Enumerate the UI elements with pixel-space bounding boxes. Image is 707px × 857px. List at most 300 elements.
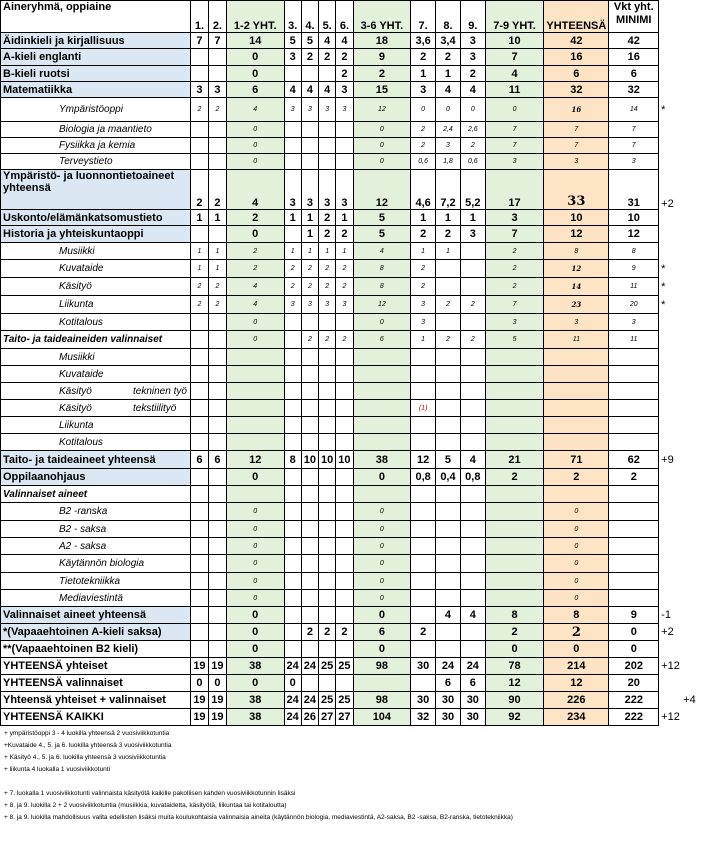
cell-y36	[353, 434, 411, 451]
header-grade-2: 2.	[208, 1, 226, 33]
cell-g4: 26	[301, 709, 318, 726]
cell-g8: 0	[436, 98, 461, 122]
cell-y79	[485, 366, 544, 383]
cell-min: 6	[609, 66, 659, 82]
cell-g4	[301, 314, 318, 331]
table-row	[1, 122, 707, 138]
cell-g1	[190, 590, 208, 607]
cell-y36: 5	[353, 210, 411, 226]
cell-y79	[485, 503, 544, 521]
cell-g2	[208, 66, 226, 82]
cell-g3: 1	[284, 243, 301, 260]
row-label: B2 -ranska	[1, 503, 191, 521]
cell-g4	[301, 66, 318, 82]
cell-g7: 0	[411, 98, 436, 122]
cell-min: 3	[609, 314, 659, 331]
cell-g6: 2	[336, 278, 353, 296]
cell-y36	[353, 417, 411, 434]
cell-g7	[411, 383, 436, 400]
cell-g4	[301, 469, 318, 486]
row-label: A-kieli englanti	[1, 49, 191, 66]
cell-g1	[190, 331, 208, 349]
cell-g5	[319, 366, 336, 383]
cell-min	[609, 434, 659, 451]
cell-g4: 3	[301, 170, 318, 210]
cell-y36: 12	[353, 170, 411, 210]
cell-g2	[208, 417, 226, 434]
header-grade-3: 3.	[284, 1, 301, 33]
cell-g1	[190, 122, 208, 138]
cell-g6: 1	[336, 243, 353, 260]
cell-y12: 38	[226, 692, 284, 709]
cell-g1: 19	[190, 709, 208, 726]
cell-g8	[436, 349, 461, 366]
cell-y12: 4	[226, 170, 284, 210]
cell-g7	[411, 538, 436, 555]
cell-g2	[208, 366, 226, 383]
cell-y36: 0	[353, 607, 411, 624]
cell-g2: 1	[208, 210, 226, 226]
cell-g8: 2	[436, 331, 461, 349]
cell-g1	[190, 154, 208, 170]
row-label: Käytännön biologia	[1, 555, 191, 573]
cell-g5: 2	[319, 278, 336, 296]
cell-g9	[460, 624, 485, 641]
cell-g7: 3	[411, 82, 436, 98]
cell-g3	[284, 331, 301, 349]
cell-g5: 2	[319, 260, 336, 278]
cell-g8	[436, 486, 461, 503]
row-label: *(Vapaaehtoinen A-kieli saksa)	[1, 624, 191, 641]
cell-g3	[284, 641, 301, 658]
cell-g5	[319, 138, 336, 154]
row-note: +9	[661, 453, 674, 466]
cell-y79: 7	[485, 138, 544, 154]
cell-g5	[319, 122, 336, 138]
cell-tot: 214	[544, 658, 609, 675]
row-note: +12	[661, 711, 680, 723]
footnote: + liikunta 4 luokalla 1 vuosiviikkotunti	[4, 766, 111, 773]
table-row	[1, 555, 707, 573]
cell-g1: 1	[190, 260, 208, 278]
cell-g5: 1	[319, 243, 336, 260]
cell-g5	[319, 521, 336, 538]
cell-g2	[208, 434, 226, 451]
row-label: Kuvataide	[1, 260, 191, 278]
cell-y36: 0	[353, 590, 411, 607]
cell-min: 7	[609, 122, 659, 138]
cell-g2: 19	[208, 658, 226, 675]
cell-min	[609, 590, 659, 607]
cell-g7: 1	[411, 331, 436, 349]
cell-g3: 8	[284, 451, 301, 469]
cell-g7	[411, 366, 436, 383]
cell-y12: 0	[226, 314, 284, 331]
cell-g5: 2	[319, 624, 336, 641]
cell-g9: 0,6	[460, 154, 485, 170]
row-label: Musiikki	[1, 349, 191, 366]
cell-y36: 12	[353, 98, 411, 122]
cell-g7	[411, 607, 436, 624]
cell-g3	[284, 154, 301, 170]
row-note	[659, 138, 707, 154]
cell-g5: 2	[319, 210, 336, 226]
cell-g3	[284, 573, 301, 590]
cell-g1	[190, 607, 208, 624]
cell-tot: 0	[544, 555, 609, 573]
header-total-3-6: 3-6 YHT.	[353, 1, 411, 33]
cell-y12: 0	[226, 521, 284, 538]
cell-y79: 92	[485, 709, 544, 726]
cell-g6: 4	[336, 33, 353, 49]
cell-tot: 8	[544, 243, 609, 260]
cell-g9	[460, 521, 485, 538]
cell-y12: 0	[226, 469, 284, 486]
cell-g8: 2	[436, 49, 461, 66]
cell-min	[609, 503, 659, 521]
table-row	[1, 243, 707, 260]
cell-g1: 2	[190, 296, 208, 314]
cell-tot: 0	[544, 641, 609, 658]
header-grade-9: 9.	[460, 1, 485, 33]
cell-g8: 4	[436, 607, 461, 624]
table-row	[1, 383, 707, 400]
footnote: + Käsityö 4., 5. ja 6. luokilla yhteensä 3 vuosiviikkotuntia	[4, 754, 166, 761]
cell-g7: 3	[411, 314, 436, 331]
cell-g9: 4	[460, 607, 485, 624]
row-note: *	[661, 298, 666, 311]
table-row	[1, 278, 707, 296]
cell-y12: 0	[226, 138, 284, 154]
cell-min	[609, 349, 659, 366]
cell-g7: 1	[411, 66, 436, 82]
row-label: Käsityö	[1, 278, 191, 296]
cell-g2	[208, 641, 226, 658]
cell-g9: 2	[460, 296, 485, 314]
cell-g9	[460, 400, 485, 417]
cell-y36: 0	[353, 154, 411, 170]
row-label: Biologia ja maantieto	[1, 122, 191, 138]
row-label: Käsityö tekstiilityö	[1, 400, 191, 417]
cell-g8	[436, 538, 461, 555]
cell-g1: 7	[190, 33, 208, 49]
cell-g7: 12	[411, 451, 436, 469]
cell-g4: 2	[301, 49, 318, 66]
row-label: Kuvataide	[1, 366, 191, 383]
row-note	[659, 226, 707, 243]
cell-g1	[190, 573, 208, 590]
cell-g3	[284, 469, 301, 486]
cell-y36	[353, 383, 411, 400]
cell-g8: 4	[436, 82, 461, 98]
cell-y12: 0	[226, 538, 284, 555]
cell-g2	[208, 590, 226, 607]
cell-g4	[301, 122, 318, 138]
cell-g3	[284, 503, 301, 521]
cell-y36: 0	[353, 555, 411, 573]
cell-g1	[190, 349, 208, 366]
cell-min: 14	[609, 98, 659, 122]
cell-y12	[226, 434, 284, 451]
cell-y79: 8	[485, 607, 544, 624]
row-note	[659, 417, 707, 434]
cell-g4: 24	[301, 658, 318, 675]
row-note: *	[661, 103, 666, 116]
cell-g2: 2	[208, 98, 226, 122]
cell-min	[609, 366, 659, 383]
cell-g6	[336, 486, 353, 503]
cell-g6	[336, 607, 353, 624]
cell-g4	[301, 555, 318, 573]
cell-g8	[436, 314, 461, 331]
table-row	[1, 692, 707, 709]
table-row	[1, 675, 707, 692]
cell-g8: 2,4	[436, 122, 461, 138]
cell-g4	[301, 383, 318, 400]
cell-g8: 0,4	[436, 469, 461, 486]
cell-y79: 3	[485, 314, 544, 331]
cell-g9: 30	[460, 692, 485, 709]
cell-g4	[301, 400, 318, 417]
cell-y79: 17	[485, 170, 544, 210]
cell-g7	[411, 641, 436, 658]
row-label: Valinnaiset aineet yhteensä	[1, 607, 191, 624]
cell-g8	[436, 400, 461, 417]
cell-g5	[319, 538, 336, 555]
cell-y79: 7	[485, 122, 544, 138]
cell-y12: 4	[226, 98, 284, 122]
table-row	[1, 170, 707, 210]
cell-g1	[190, 417, 208, 434]
cell-g7: 32	[411, 709, 436, 726]
cell-y12: 0	[226, 607, 284, 624]
cell-g4: 4	[301, 82, 318, 98]
cell-y79: 21	[485, 451, 544, 469]
cell-tot: 71	[544, 451, 609, 469]
cell-y36: 0	[353, 469, 411, 486]
row-note	[659, 573, 707, 590]
cell-g8: 6	[436, 675, 461, 692]
cell-y12: 6	[226, 82, 284, 98]
cell-g2	[208, 624, 226, 641]
cell-g5	[319, 314, 336, 331]
cell-g3: 1	[284, 210, 301, 226]
cell-g7	[411, 573, 436, 590]
table-row	[1, 260, 707, 278]
cell-min: 0	[609, 641, 659, 658]
cell-g8: 30	[436, 692, 461, 709]
cell-g2	[208, 486, 226, 503]
cell-g9: 3	[460, 226, 485, 243]
cell-tot	[544, 366, 609, 383]
cell-min: 12	[609, 226, 659, 243]
cell-g1	[190, 383, 208, 400]
cell-g6: 25	[336, 692, 353, 709]
header-total-7-9: 7-9 YHT.	[485, 1, 544, 33]
cell-tot: 234	[544, 709, 609, 726]
cell-y12: 2	[226, 260, 284, 278]
table-row	[1, 331, 707, 349]
cell-y79: 0	[485, 641, 544, 658]
cell-tot: 12	[544, 226, 609, 243]
cell-g2	[208, 538, 226, 555]
cell-g4	[301, 486, 318, 503]
cell-g5: 27	[319, 709, 336, 726]
table-row	[1, 451, 707, 469]
cell-min	[609, 555, 659, 573]
cell-y12: 2	[226, 243, 284, 260]
cell-g4	[301, 607, 318, 624]
cell-g6: 27	[336, 709, 353, 726]
cell-g6: 2	[336, 226, 353, 243]
cell-g8: 3	[436, 138, 461, 154]
cell-g3: 24	[284, 658, 301, 675]
cell-g9	[460, 349, 485, 366]
cell-g4: 2	[301, 278, 318, 296]
cell-g4: 3	[301, 98, 318, 122]
row-label: B-kieli ruotsi	[1, 66, 191, 82]
cell-y12: 0	[226, 154, 284, 170]
cell-g5: 25	[319, 658, 336, 675]
cell-g3: 3	[284, 296, 301, 314]
cell-min: 0	[609, 624, 659, 641]
cell-g8	[436, 383, 461, 400]
row-note	[659, 383, 707, 400]
cell-g2	[208, 469, 226, 486]
table-row	[1, 573, 707, 590]
cell-g3	[284, 486, 301, 503]
cell-g1	[190, 624, 208, 641]
cell-g3	[284, 607, 301, 624]
row-note	[659, 503, 707, 521]
cell-g5	[319, 641, 336, 658]
table-row	[1, 210, 707, 226]
cell-g2	[208, 349, 226, 366]
cell-y79: 2	[485, 278, 544, 296]
row-label: Uskonto/elämänkatsomustieto	[1, 210, 191, 226]
cell-g1: 2	[190, 98, 208, 122]
cell-y36	[353, 349, 411, 366]
cell-g9	[460, 417, 485, 434]
cell-y79: 4	[485, 66, 544, 82]
cell-g9: 1	[460, 210, 485, 226]
table-row	[1, 521, 707, 538]
cell-g8	[436, 503, 461, 521]
cell-y12: 0	[226, 675, 284, 692]
cell-g3: 2	[284, 260, 301, 278]
cell-g2	[208, 400, 226, 417]
cell-g3	[284, 400, 301, 417]
row-label: Yhteensä yhteiset + valinnaiset	[1, 692, 191, 709]
cell-y36: 12	[353, 296, 411, 314]
cell-g1: 19	[190, 692, 208, 709]
cell-y12: 4	[226, 296, 284, 314]
cell-g3	[284, 366, 301, 383]
cell-g8	[436, 366, 461, 383]
cell-g3: 3	[284, 98, 301, 122]
table-row	[1, 98, 707, 122]
cell-g7	[411, 590, 436, 607]
cell-y12: 38	[226, 658, 284, 675]
table-row	[1, 624, 707, 641]
cell-g7	[411, 503, 436, 521]
cell-g5: 3	[319, 296, 336, 314]
row-note: -1	[661, 609, 671, 621]
cell-y79: 78	[485, 658, 544, 675]
cell-tot: 3	[544, 314, 609, 331]
cell-y36	[353, 486, 411, 503]
cell-g6	[336, 417, 353, 434]
cell-y36: 2	[353, 66, 411, 82]
cell-g3	[284, 226, 301, 243]
table-row	[1, 296, 707, 314]
cell-g2: 6	[208, 451, 226, 469]
cell-g6	[336, 641, 353, 658]
cell-g5: 25	[319, 692, 336, 709]
row-note	[659, 590, 707, 607]
cell-g7: 2	[411, 226, 436, 243]
table-row	[1, 658, 707, 675]
cell-g9: 0	[460, 98, 485, 122]
row-label: Liikunta	[1, 417, 191, 434]
cell-g5	[319, 417, 336, 434]
cell-min: 8	[609, 243, 659, 260]
cell-y79	[485, 538, 544, 555]
cell-g8: 2	[436, 226, 461, 243]
header-grade-6: 6.	[336, 1, 353, 33]
table-row	[1, 66, 707, 82]
cell-y12: 0	[226, 624, 284, 641]
cell-y79: 10	[485, 33, 544, 49]
cell-g7: 30	[411, 692, 436, 709]
row-label: Liikunta	[1, 296, 191, 314]
cell-y12: 4	[226, 278, 284, 296]
cell-min: 20	[609, 296, 659, 314]
cell-tot: 226	[544, 692, 609, 709]
cell-y36	[353, 400, 411, 417]
cell-g6: 2	[336, 624, 353, 641]
cell-min: 9	[609, 607, 659, 624]
cell-g6: 25	[336, 658, 353, 675]
row-label: Musiikki	[1, 243, 191, 260]
cell-g4: 1	[301, 210, 318, 226]
cell-g5: 4	[319, 82, 336, 98]
cell-y36: 0	[353, 122, 411, 138]
cell-tot: 42	[544, 33, 609, 49]
cell-y12: 0	[226, 641, 284, 658]
row-note: +2	[661, 626, 674, 638]
cell-y79: 3	[485, 210, 544, 226]
cell-g4: 2	[301, 624, 318, 641]
cell-g1: 1	[190, 210, 208, 226]
cell-g9	[460, 278, 485, 296]
cell-y79	[485, 573, 544, 590]
cell-min: 20	[609, 675, 659, 692]
cell-g6: 2	[336, 49, 353, 66]
cell-g4: 3	[301, 296, 318, 314]
cell-g3	[284, 555, 301, 573]
cell-g6: 2	[336, 260, 353, 278]
row-note	[659, 675, 707, 692]
cell-g3: 24	[284, 709, 301, 726]
cell-y79	[485, 555, 544, 573]
cell-min: 9	[609, 260, 659, 278]
cell-y12	[226, 349, 284, 366]
row-label: Ympäristöoppi	[1, 98, 191, 122]
row-note	[659, 33, 707, 49]
cell-y79: 7	[485, 296, 544, 314]
cell-y79	[485, 383, 544, 400]
